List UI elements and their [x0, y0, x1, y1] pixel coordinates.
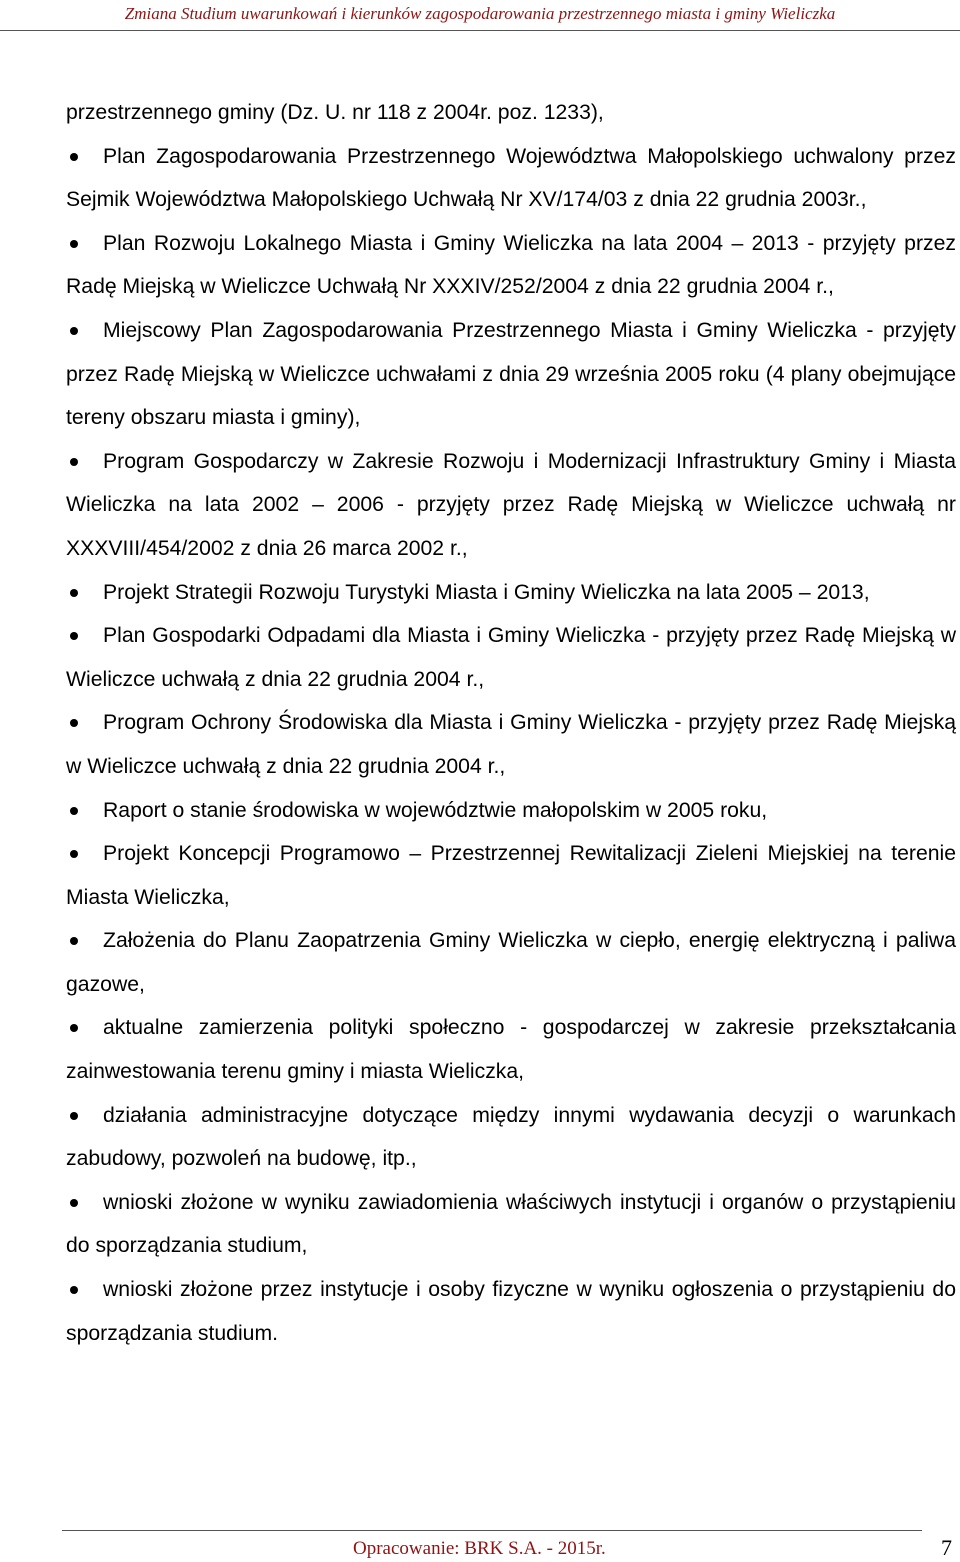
document-body: [66, 91, 956, 1355]
bullet-icon: [70, 589, 78, 597]
list-item-text: działania administracyjne dotyczące między innymi wydawania decyzji o warunkach zabudowy, pozwoleń na budowę, itp.,: [66, 1103, 956, 1171]
bullet-icon: [70, 153, 78, 161]
list-item-text: Projekt Koncepcji Programowo – Przestrzennej Rewitalizacji Zieleni Miejskiej na terenie Miasta Wieliczka,: [66, 842, 956, 909]
list-item: [66, 135, 956, 222]
list-item-text: Raport o stanie środowiska w województwie małopolskim w 2005 roku,: [103, 798, 768, 822]
intro-paragraph: przestrzennego gminy (Dz. U. nr 118 z 2004r. poz. 1233),: [66, 101, 604, 124]
list-item: [66, 789, 956, 833]
bullet-icon: [70, 240, 78, 248]
list-item-text: wnioski złożone przez instytucje i osoby fizyczne w wyniku ogłoszenia o przystąpieniu do sporządzania studium.: [66, 1278, 956, 1345]
list-item: [66, 1181, 956, 1268]
list-item: [66, 222, 956, 309]
bullet-icon: [70, 850, 78, 858]
bullet-icon: [70, 1286, 78, 1294]
list-item-text: wnioski złożone w wyniku zawiadomienia właściwych instytucji i organów o przystąpieniu do sporządzania studium,: [66, 1190, 956, 1258]
bullet-icon: [70, 719, 78, 727]
list-item-text: Program Gospodarczy w Zakresie Rozwoju i Modernizacji Infrastruktury Gminy i Miasta Wieliczka na lata 2002 – 2006 - przyjęty przez Radę Miejską w Wieliczce uchwałą nr XXXVIII/454/2002 z dnia 26 marca 2002 r.,: [66, 449, 956, 560]
footer-credit: Opracowanie: BRK S.A. - 2015r.: [353, 1538, 606, 1559]
list-item: [66, 1094, 956, 1181]
page-header: [0, 0, 960, 34]
list-item-text: Miejscowy Plan Zagospodarowania Przestrzennego Miasta i Gminy Wieliczka - przyjęty przez Radę Miejską w Wieliczce uchwałami z dnia 29 września 2005 roku (4 plany obejmujące tereny obszaru miasta i gminy),: [66, 318, 956, 430]
list-item-text: aktualne zamierzenia polityki społeczno - gospodarczej w zakresie przekształcania zainwestowania terenu gminy i miasta Wieliczka,: [66, 1016, 956, 1084]
list-item: [66, 571, 956, 615]
page-number: 7: [941, 1535, 952, 1560]
list-item-text: Plan Rozwoju Lokalnego Miasta i Gminy Wieliczka na lata 2004 – 2013 - przyjęty przez Radę Miejską w Wieliczce Uchwałą Nr XXXIV/252/2004 z dnia 22 grudnia 2004 r.,: [66, 231, 956, 299]
list-item: [66, 1006, 956, 1093]
list-item: [66, 614, 956, 701]
header-title: Zmiana Studium uwarunkowań i kierunków zagospodarowania przestrzennego miasta i gminy Wieliczka: [124, 4, 836, 23]
list-item-text: Plan Gospodarki Odpadami dla Miasta i Gminy Wieliczka - przyjęty przez Radę Miejską w Wieliczce uchwałą z dnia 22 grudnia 2004 r.,: [66, 624, 956, 691]
bullet-icon: [70, 1199, 78, 1207]
header-divider: [0, 30, 960, 31]
bullet-icon: [70, 632, 78, 640]
list-item: [66, 440, 956, 571]
list-item: [66, 919, 956, 1006]
bullet-icon: [70, 1024, 78, 1032]
list-item-text: Założenia do Planu Zaopatrzenia Gminy Wieliczka w ciepło, energię elektryczną i paliwa gazowe,: [66, 929, 956, 996]
list-item-text: Plan Zagospodarowania Przestrzennego Województwa Małopolskiego uchwalony przez Sejmik Województwa Małopolskiego Uchwałą Nr XV/174/03 z dnia 22 grudnia 2003r.,: [66, 144, 956, 212]
list-item: [66, 1268, 956, 1355]
footer-divider: [62, 1530, 922, 1531]
bullet-icon: [70, 1112, 78, 1120]
list-item: [66, 701, 956, 788]
list-item: [66, 832, 956, 919]
bullet-icon: [70, 937, 78, 945]
bullet-icon: [70, 807, 78, 815]
list-item-text: Program Ochrony Środowiska dla Miasta i Gminy Wieliczka - przyjęty przez Radę Miejską w Wieliczce uchwałą z dnia 22 grudnia 2004 r.,: [66, 711, 956, 778]
list-item: [66, 309, 956, 440]
list-item-text: Projekt Strategii Rozwoju Turystyki Miasta i Gminy Wieliczka na lata 2005 – 2013,: [103, 580, 870, 604]
bullet-icon: [70, 327, 78, 335]
bullet-icon: [70, 458, 78, 466]
